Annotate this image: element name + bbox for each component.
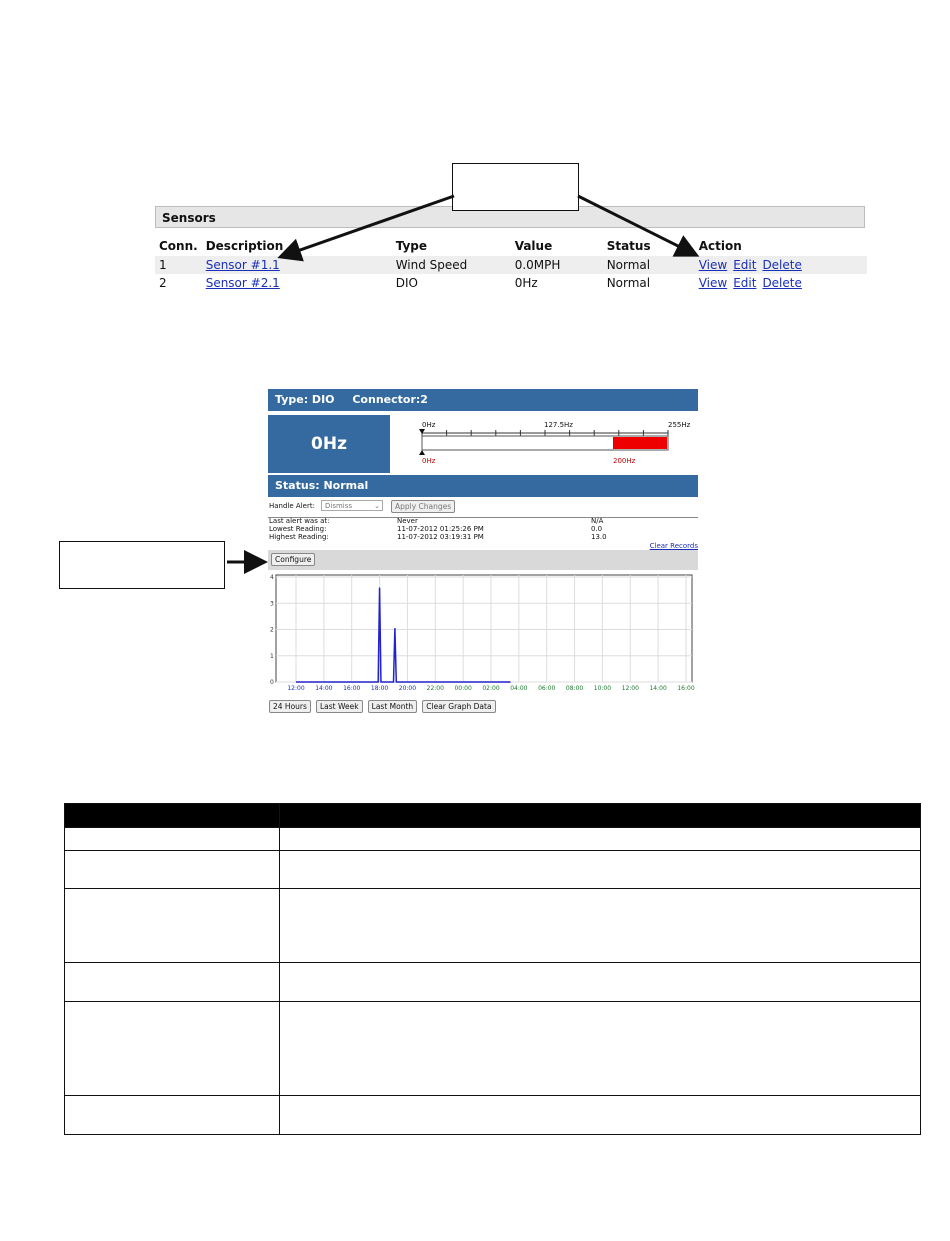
table-row [65, 963, 921, 1002]
reading-value: 0.0 [591, 525, 603, 533]
column-header: Conn. [159, 239, 198, 253]
last-week-button[interactable]: Last Week [316, 700, 363, 713]
x-tick-label: 08:00 [565, 685, 584, 692]
type-label: Type: DIO [275, 393, 335, 406]
arrow-to-description [283, 196, 454, 256]
type-cell: DIO [395, 276, 418, 290]
sensor-description-link[interactable]: Sensor #1.1 [205, 258, 280, 272]
x-tick-label: 12:00 [287, 685, 305, 692]
status-label: Status: Normal [268, 475, 698, 497]
x-tick-label: 02:00 [482, 685, 500, 692]
table-row [65, 1096, 921, 1135]
gauge-max-label: 255Hz [668, 421, 691, 429]
column-header: Type [395, 239, 428, 253]
last-month-button[interactable]: Last Month [368, 700, 418, 713]
table-row [65, 828, 921, 851]
column-header: Action [698, 239, 742, 253]
reading-value: N/A [591, 517, 604, 525]
clear-records-link[interactable]: Clear Records [649, 542, 698, 550]
24-hours-button[interactable]: 24 Hours [269, 700, 311, 713]
reading-row [269, 533, 699, 541]
conn-cell: 1 [155, 256, 202, 274]
reading-time: 11-07-2012 03:19:31 PM [397, 533, 484, 541]
reading-label: Highest Reading: [269, 533, 329, 541]
high-threshold-label: 200Hz [613, 457, 636, 465]
low-threshold-marker-icon [419, 450, 425, 455]
history-chart [268, 571, 698, 693]
apply-changes-button[interactable]: Apply Changes [391, 500, 455, 513]
reading-label: Last alert was at: [269, 517, 330, 525]
reading-time: Never [397, 517, 418, 525]
connector-label: Connector:2 [352, 393, 428, 406]
reading-row [269, 517, 699, 525]
arrow-to-action [578, 196, 694, 254]
gauge-min-label: 0Hz [422, 421, 436, 429]
sensors-title: Sensors [155, 206, 865, 228]
gauge-alarm-zone [613, 437, 667, 449]
table-header-cell [65, 804, 280, 828]
reading-row [269, 525, 699, 533]
x-tick-label: 14:00 [649, 685, 667, 692]
x-tick-label: 22:00 [426, 685, 444, 692]
type-connector-bar [268, 389, 698, 411]
x-tick-label: 14:00 [315, 685, 333, 692]
description-table [64, 803, 921, 1135]
conn-cell: 2 [159, 276, 167, 290]
x-tick-label: 00:00 [454, 685, 472, 692]
current-value: 0Hz [268, 415, 390, 473]
x-tick-label: 16:00 [677, 685, 695, 692]
edit-link[interactable]: Edit [733, 258, 757, 272]
handle-alert-select[interactable] [321, 500, 383, 511]
value-cell: 0Hz [514, 276, 538, 290]
status-cell: Normal [606, 276, 651, 290]
column-header: Status [606, 239, 651, 253]
sensor-description-link[interactable]: Sensor #2.1 [205, 276, 280, 290]
chevron-down-icon: ⌄ [374, 502, 380, 510]
table-header-cell [280, 804, 921, 828]
x-tick-label: 04:00 [510, 685, 528, 692]
y-tick-label: 0 [270, 679, 274, 686]
reading-value: 13.0 [591, 533, 607, 541]
table-row [65, 1002, 921, 1096]
x-tick-label: 16:00 [343, 685, 361, 692]
sensor-detail-panel [268, 389, 698, 709]
table-row [65, 851, 921, 889]
table-header-row [65, 804, 921, 828]
graph-range-buttons [269, 694, 496, 713]
handle-alert-label: Handle Alert: [269, 502, 315, 510]
gauge-mid-label: 127.5Hz [544, 421, 573, 429]
table-row [65, 889, 921, 963]
x-tick-label: 18:00 [370, 685, 389, 692]
y-tick-label: 3 [270, 600, 274, 608]
delete-link[interactable]: Delete [762, 258, 802, 272]
configure-bar [268, 550, 698, 570]
gauge [392, 415, 698, 473]
x-tick-label: 06:00 [538, 685, 556, 692]
x-tick-label: 10:00 [593, 685, 612, 692]
column-header: Value [514, 239, 553, 253]
type-cell: Wind Speed [392, 256, 511, 274]
x-tick-label: 12:00 [621, 685, 639, 692]
value-cell: 0.0MPH [511, 256, 603, 274]
readings-list [269, 517, 699, 541]
y-tick-label: 4 [270, 574, 274, 581]
configure-button[interactable]: Configure [271, 553, 315, 566]
low-threshold-label: 0Hz [422, 457, 436, 465]
column-header: Description [205, 239, 284, 253]
status-cell: Normal [603, 256, 695, 274]
delete-link[interactable]: Delete [762, 276, 802, 290]
y-tick-label: 1 [270, 652, 274, 660]
x-tick-label: 20:00 [398, 685, 417, 692]
reading-time: 11-07-2012 01:25:26 PM [397, 525, 484, 533]
edit-link[interactable]: Edit [733, 276, 757, 290]
reading-label: Lowest Reading: [269, 525, 327, 533]
clear-graph-data-button[interactable]: Clear Graph Data [422, 700, 495, 713]
view-link[interactable]: View [698, 258, 728, 272]
chart-plot-area [276, 575, 692, 682]
view-link[interactable]: View [698, 276, 728, 290]
y-tick-label: 2 [270, 626, 274, 634]
handle-alert-value: Dismiss [325, 502, 353, 510]
